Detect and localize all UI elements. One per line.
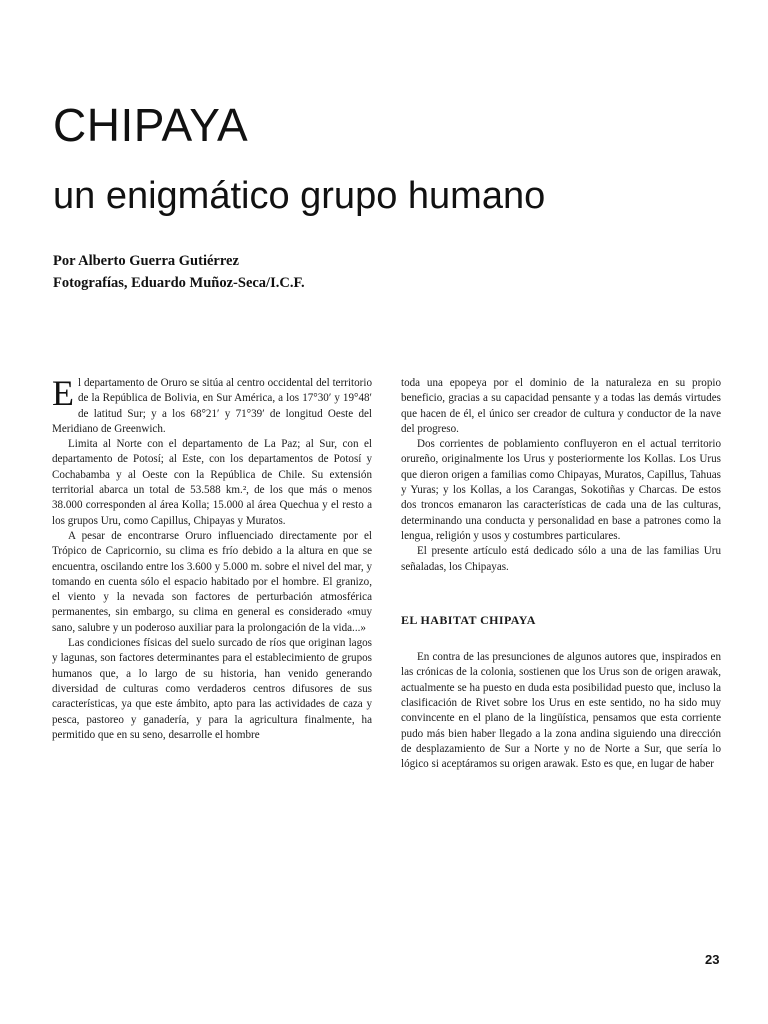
paragraph: Limita al Norte con el departamento de La Paz; al Sur, con el departamento de Potosí; al Este, con los departamentos de Potosí y Cochabamba y al Oeste con la República de Chile. Su extensión territorial abarca un total de 53.588 km.², de los que más o menos 38.000 corresponden al área Kolla; 15.000 al área Quechua y el resto a los grupos Uru, como Capillus, Chipayas y Muratos. <box>52 438 372 527</box>
paragraph-text: l departamento de Oruro se sitúa al centro occidental del territorio de la República de Bolivia, en Sur América, a los 17°30′ y 19°48′ de latitud Sur; y a los 68°21′ y 71°39′ de longitud Oeste del Meridiano de Greenwich. <box>52 377 372 435</box>
page-number: 23 <box>705 952 720 967</box>
left-column <box>52 373 372 743</box>
paragraph: Las condiciones físicas del suelo surcado de ríos que originan lagos y lagunas, son factores determinantes para el establecimiento de grupos humanos que, a lo largo de su historia, han venido generando diversidad de culturas como verdaderos centros difusores de sus características, ya que este ámbito, apto para las actividades de caza y pesca, pastoreo y ganadería, y para la agricultura finalmente, ha permitido que en su seno, desarrolle el hombre <box>52 637 372 741</box>
credits <box>53 250 305 294</box>
paragraph: En contra de las presunciones de algunos autores que, inspirados en las crónicas de la colonia, sostienen que los Urus son de origen arawak, actualmente se ha puesto en duda esta posibilidad puesto que, incluso la clasificación de Rivet sobre los Urus en este sentido, no ha sido muy convincente en el plano de la lingüística, pensamos que esta corriente pudo más bien haber llegado a la zona andina siguiendo una dirección de desplazamiento de Sur a Norte y no de Norte a Sur, que sería lo lógico si aceptáramos su origen arawak. Esto es que, en lugar de haber <box>401 651 721 771</box>
paragraph: A pesar de encontrarse Oruro influenciado directamente por el Trópico de Capricornio, su clima es frío debido a la altura en que se encuentra, oscilando entre los 3.600 y 5.000 m. sobre el nivel del mar, y tomando en cuenta sólo el espacio habitado por el hombre. El granizo, el viento y la nevada son factores de perturbación atmosférica permanentes, sin embargo, su clima en general es considerado «muy sano, salubre y un poderoso auxiliar para la prolongación de la vida...» <box>52 529 372 634</box>
article-title: CHIPAYA <box>53 99 249 151</box>
section-heading: EL HABITAT CHIPAYA <box>401 612 536 627</box>
right-column <box>401 376 721 773</box>
paragraph: toda una epopeya por el dominio de la naturaleza en su propio beneficio, gracias a su capacidad pensante y a todas las demás virtudes que hacen de él, el único ser creador de cultura y conductor de la nave del progreso. <box>401 377 721 435</box>
drop-cap: E <box>52 373 74 413</box>
photo-credit: Fotografías, Eduardo Muñoz-Seca/I.C.F. <box>53 275 305 291</box>
paragraph: Dos corrientes de poblamiento confluyeron en el actual territorio orureño, originalmente los Urus y posteriormente los Kollas. Los Urus que dieron origen a familias como Chipayas, Muratos, Capillus, Tahuas y Yuras; y los Kollas, a los Carangas, Sokotiñas y Charcas. De estos dos troncos emanaron las características de cada una de las culturas, determinando una conducta y personalidad en base a patrones como la lengua, religión y usos y costumbres particulares. <box>401 438 721 542</box>
byline: Por Alberto Guerra Gutiérrez <box>53 253 239 269</box>
paragraph <box>52 373 372 437</box>
article-subtitle: un enigmático grupo humano <box>53 175 546 217</box>
paragraph: El presente artículo está dedicado sólo a una de las familias Uru señaladas, los Chipayas. <box>401 545 721 573</box>
